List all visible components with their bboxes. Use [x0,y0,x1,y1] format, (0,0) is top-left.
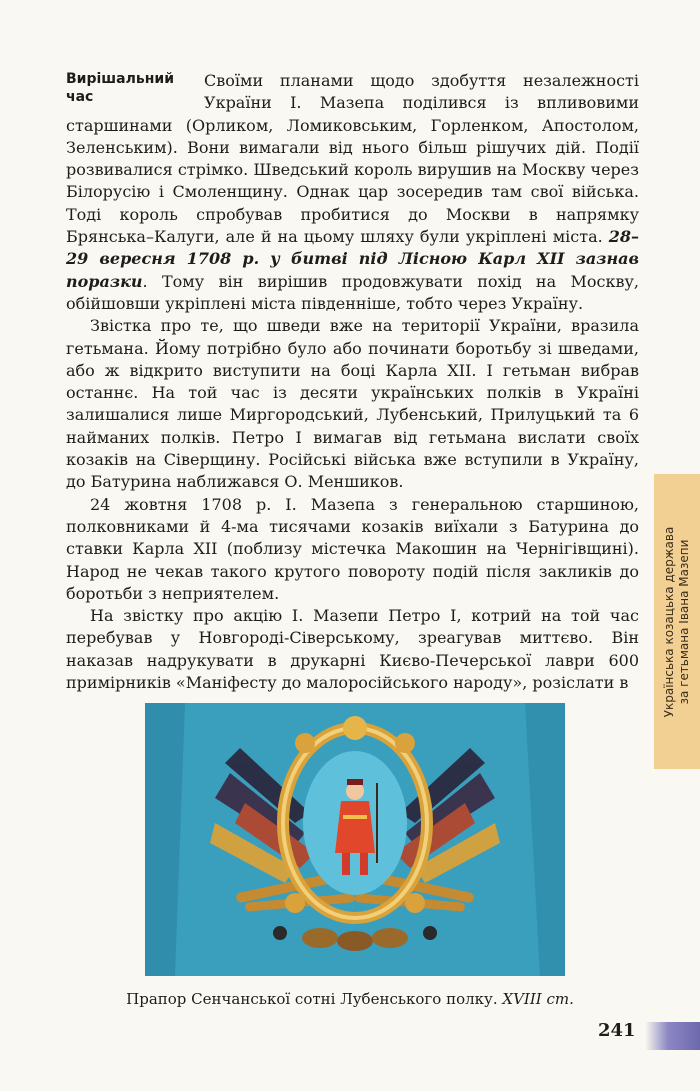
figure-caption: Прапор Сенчанської сотні Лубенського полку. XVIII ст. [126,990,574,1008]
chapter-side-tab [654,474,700,769]
paragraph-1: Своїми планами щодо здобуття незалежності України І. Мазепа поділився із впливовими старшинами (Орликом, Ломиковським, Горленком, Апостолом, Зеленським). Вони вимагали від нього більш рішучих дій. Події розвивалися стрімко. Шведський король вирушив на Москву через Білорусію і Смоленщину. Однак цар зосередив там свої війська. Тоді король спробував пробитися до Москви в напрямку Брянська–Калуги, але й на цьому шляху були укріплені міста. 28–29 вересня 1708 р. у битві під Лісною Карл XII зазнав поразки. Тому він вирішив продовжувати похід на Москву, обійшовши укріплені міста південніше, тобто через Україну. [66,71,639,313]
paragraph-2: Звістка про те, що шведи вже на території України, вразила гетьмана. Йому потрібно було або починати боротьбу зі шведами, або ж відкрито виступити на боці Карла XII. І гетьман вибрав останнє. На той час із десяти українських полків в Україні залишалися лише Миргородський, Лубенський, Прилуцький та 6 найманих полків. Петро І вимагав від гетьмана вислати своїх козаків на Сіверщину. Російські війська вже вступили в Україну, до Батурина наближався О. Меншиков. [66,316,639,492]
flag-illustration [145,703,565,976]
chapter-tab-line-2: за гетьмана Івана Мазепи [677,539,691,704]
body-text [66,70,639,694]
paragraph-3: 24 жовтня 1708 р. І. Мазепа з генеральною старшиною, полковниками й 4-ма тисячами козаків виїхали з Батурина до ставки Карла XII (поблизу містечка Макошин на Чернігівщині). Народ не чекав такого крутого повороту подій після закликів до боротьби з неприятелем. [66,494,639,603]
figure-caption-century: XVIII ст. [502,990,574,1008]
emphasis-battle-of-lesnaya: 28–29 вересня 1708 р. у битві під Лісною Карл XII зазнав поразки [66,227,639,291]
heading-space [66,70,204,114]
page-number: 241 [598,1020,636,1041]
chapter-tab-line-1: Українська козацька держава [662,526,676,717]
page-corner-accent [646,1022,700,1050]
section-heading: Вирішальний час [66,71,175,105]
paragraph-4: На звістку про акцію І. Мазепи Петро І, котрий на той час перебував у Новгороді-Сіверському, зреагував миттєво. Він наказав надрукувати в друкарні Києво-Печерської лаври 600 примірників «Маніфесту до малоросійського народу», розіслати в [66,606,639,693]
flag-image [145,703,565,976]
